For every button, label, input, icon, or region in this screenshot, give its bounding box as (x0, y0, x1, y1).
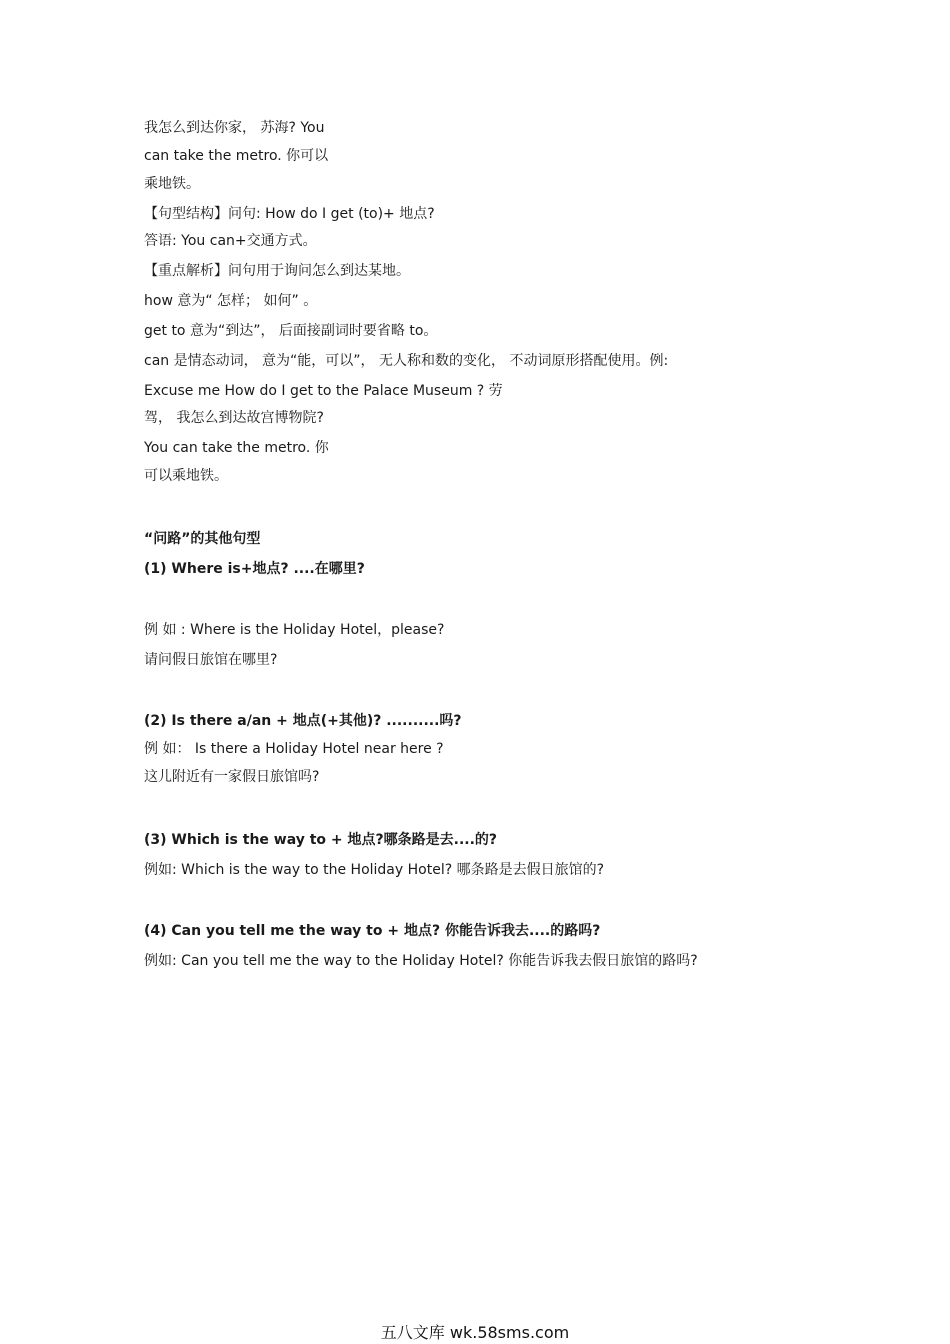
pattern-2-heading: (2) Is there a/an + 地点(+其他)? ..........吗? (144, 713, 462, 729)
text-line: can take the metro. 你可以 (144, 148, 329, 164)
text-line: 驾， 我怎么到达故宫博物院? (144, 410, 324, 426)
text-line: 【重点解析】问句用于询问怎么到达某地。 (144, 263, 410, 279)
pattern-4-heading: (4) Can you tell me the way to + 地点? 你能告诉我去....的路吗? (144, 923, 601, 939)
pattern-2-example: 例 如： Is there a Holiday Hotel near here ? (144, 741, 444, 757)
pattern-2-translation: 这儿附近有一家假日旅馆吗? (144, 769, 320, 785)
text-line: You can take the metro. 你 (144, 440, 329, 456)
text-line: 【句型结构】问句: How do I get (to)+ 地点? (144, 206, 435, 222)
pattern-3-example: 例如: Which is the way to the Holiday Hotel? 哪条路是去假日旅馆的? (144, 862, 605, 878)
text-line: how 意为“ 怎样； 如何” 。 (144, 293, 318, 309)
text-line: 乘地铁。 (144, 176, 200, 192)
text-line: 我怎么到达你家， 苏海? You (144, 120, 325, 136)
pattern-1-translation: 请问假日旅馆在哪里? (144, 652, 278, 668)
pattern-1-heading: (1) Where is+地点? ....在哪里? (144, 561, 365, 577)
text-line: get to 意为“到达”， 后面接副词时要省略 to。 (144, 323, 438, 339)
text-line: Excuse me How do I get to the Palace Museum ? 劳 (144, 383, 503, 399)
pattern-1-example: 例 如 : Where is the Holiday Hotel，please? (144, 622, 445, 638)
text-line: 答语: You can+交通方式。 (144, 233, 317, 249)
text-line: can 是情态动词， 意为“能，可以”， 无人称和数的变化， 不动词原形搭配使用。例: (144, 353, 669, 369)
footer-watermark: 五八文库 wk.58sms.com (380, 1323, 570, 1342)
section-title: “问路”的其他句型 (144, 531, 261, 547)
text-line: 可以乘地铁。 (144, 468, 228, 484)
pattern-4-example: 例如: Can you tell me the way to the Holiday Hotel? 你能告诉我去假日旅馆的路吗? (144, 953, 698, 969)
pattern-3-heading: (3) Which is the way to + 地点?哪条路是去....的? (144, 832, 498, 848)
